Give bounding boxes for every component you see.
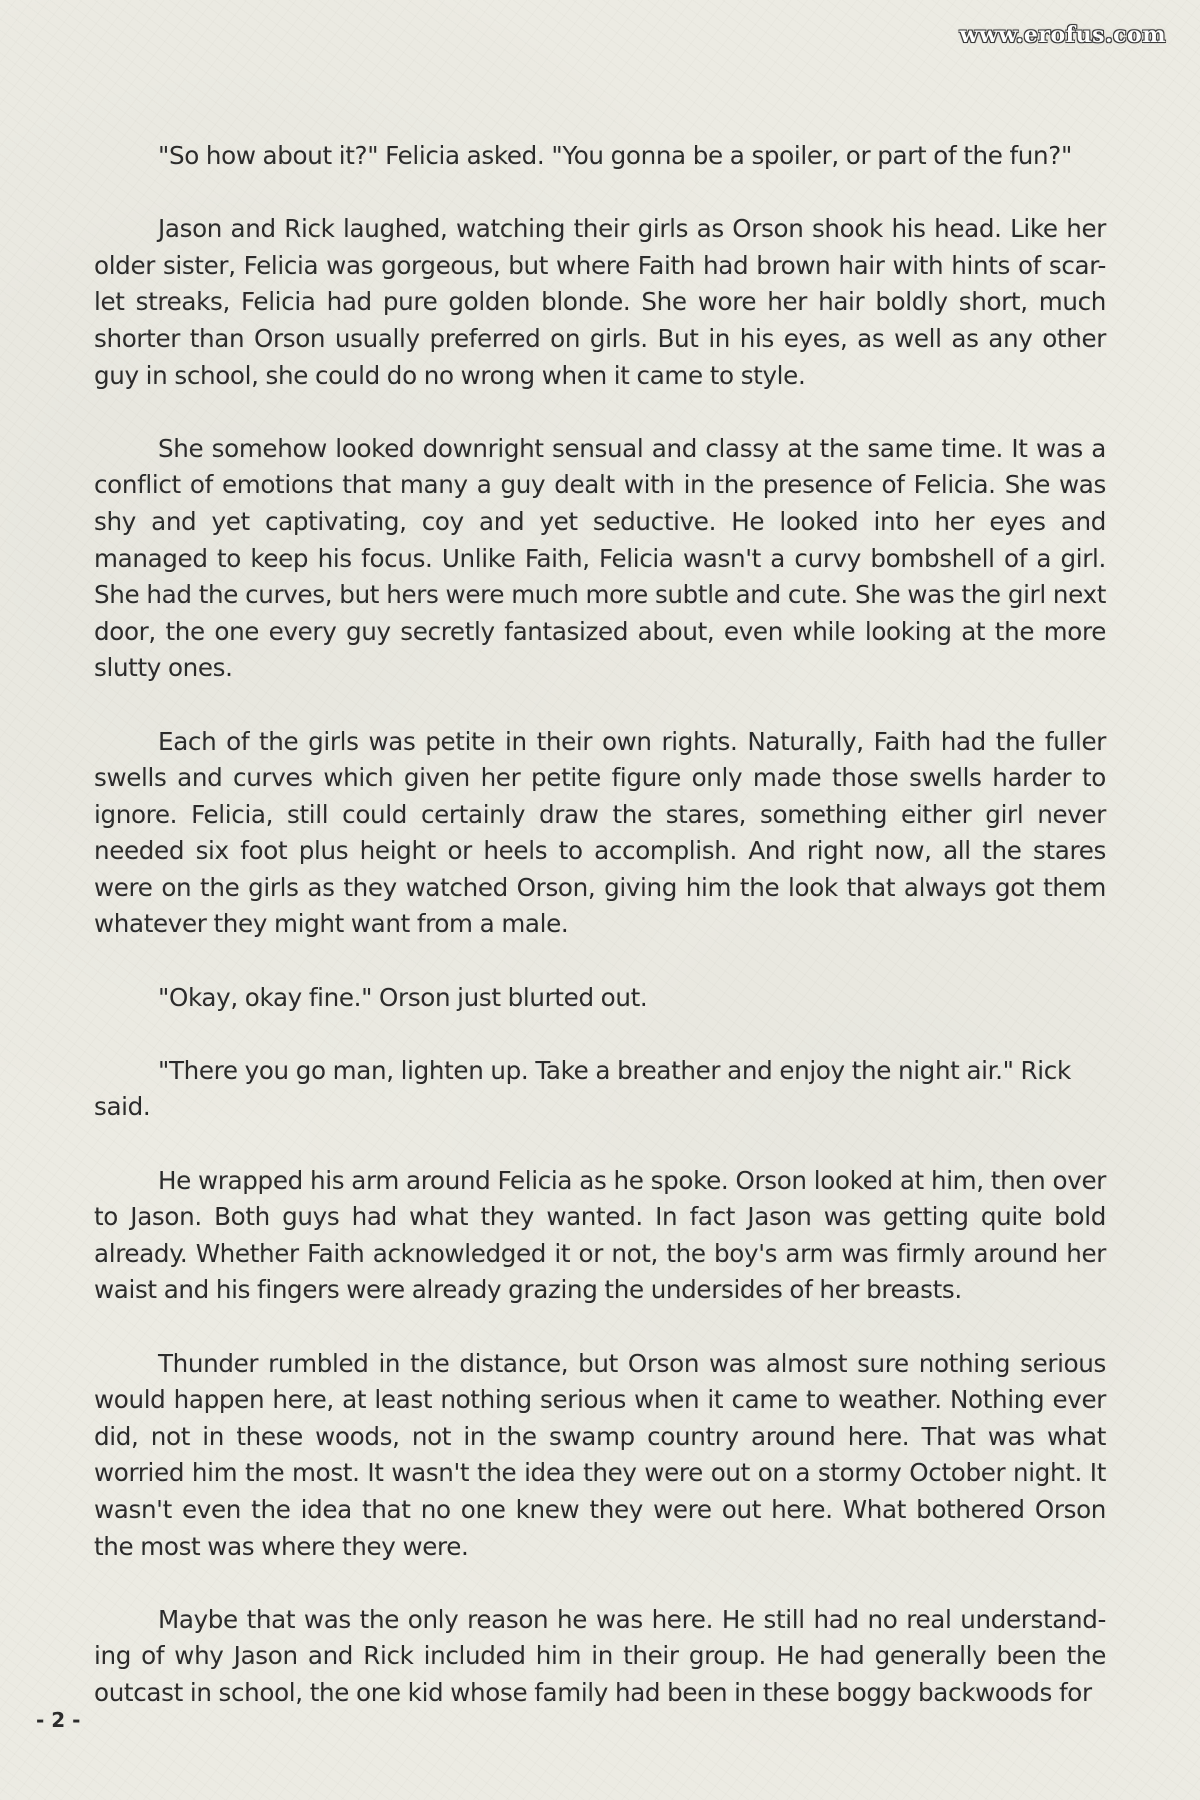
story-text [94,138,1106,1748]
paragraph-4: Each of the girls was petite in their own rights. Naturally, Faith had the fuller swells and curves which given her petite figure only made those swells harder to ignore. Felicia, still could certainly draw the stares, something either girl never needed six foot plus height or heels to accomplish. And right now, all the stares were on the girls as they watched Orson, giving him the look that always got them whatever they might want from a male. [94,726,1106,939]
paragraph-6: "There you go man, lighten up. Take a breather and enjoy the night air." Rick said. [94,1055,1071,1122]
paragraph-2: Jason and Rick laughed, watching their girls as Orson shook his head. Like her older sister, Felicia was gorgeous, but where Faith had brown hair with hints of scar-let streaks, Felicia had pure golden blonde. She wore her hair boldly short, much shorter than Orson usually preferred on girls. But in his eyes, as well as any other guy in school, she could do no wrong when it came to style. [94,214,1106,390]
paragraph-9: Maybe that was the only reason he was here. He still had no real understand-ing of why Jason and Rick included him in their group. He had generally been the outcast in school, the one kid whose family had been in these boggy backwoods for [94,1604,1106,1707]
paragraph-1: "So how about it?" Felicia asked. "You gonna be a spoiler, or part of the fun?" [158,141,1072,170]
paragraph-8: Thunder rumbled in the distance, but Orson was almost sure nothing serious would happen here, at least nothing serious when it came to weather. Nothing ever did, not in these woods, not in the swamp country around here. That was what worried him the most. It wasn't the idea they were out on a stormy October night. It wasn't even the idea that no one knew they were out here. What bothered Orson the most was where they were. [94,1348,1106,1561]
paragraph-7: He wrapped his arm around Felicia as he spoke. Orson looked at him, then over to Jason. Both guys had what they wanted. In fact Jason was getting quite bold already. Whether Faith acknowledged it or not, the boy's arm was firmly around her waist and his fingers were already grazing the undersides of her breasts. [94,1165,1106,1305]
paragraph-5: "Okay, okay fine." Orson just blurted out. [158,982,648,1012]
watermark: www.erofus.com [959,22,1166,48]
paragraph-3: She somehow looked downright sensual and classy at the same time. It was a conflict of emotions that many a guy dealt with in the presence of Felicia. She was shy and yet captivating, coy and yet seductive. He looked into her eyes and managed to keep his focus. Unlike Faith, Felicia wasn't a curvy bombshell of a girl. She had the curves, but hers were much more subtle and cute. She was the girl next door, the one every guy secretly fantasized about, even while looking at the more slutty ones. [94,433,1106,683]
page-number: - 2 - [36,1708,81,1732]
